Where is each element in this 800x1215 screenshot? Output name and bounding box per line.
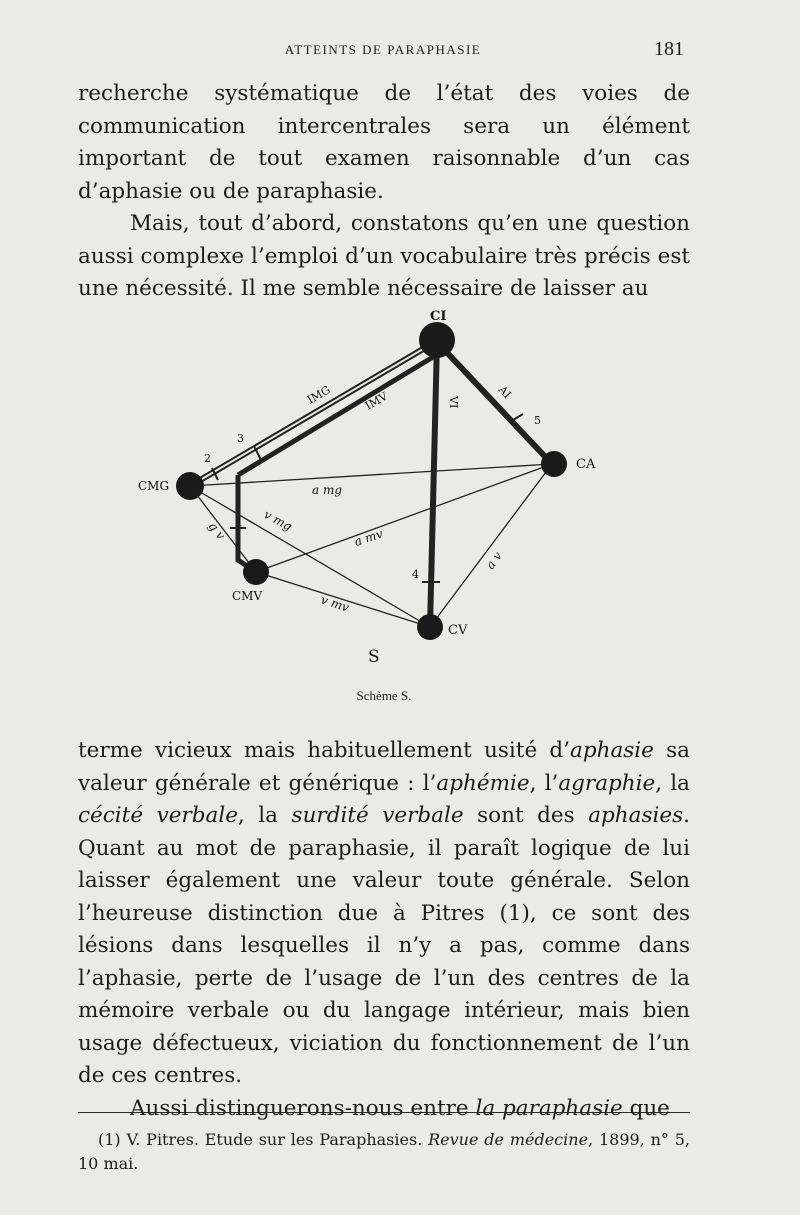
running-title: ATTEINTS DE PARAPHASIE (284, 42, 482, 57)
label-imv: IMV (363, 389, 390, 413)
italic-aphasies: aphasies (588, 803, 684, 828)
text-run: , la (237, 803, 292, 828)
label-amg: a mg (312, 483, 343, 497)
text-run: que (622, 1095, 670, 1121)
text-run: sa valeur générale et générique : l’ (78, 738, 690, 796)
text-run: terme vicieux mais habituellement usité d’ (78, 738, 571, 763)
edge-amg (190, 464, 552, 486)
italic-aphemie: aphémie (436, 770, 530, 796)
edge-imv (238, 354, 438, 475)
footnote-text: (1) V. Pitres. Etude sur les Paraphasies. (98, 1130, 429, 1149)
label-gv: g v (205, 519, 228, 543)
number-3: 3 (237, 432, 244, 445)
edge-amv (256, 464, 552, 572)
italic-aphasie: aphasie (570, 738, 654, 763)
text-run: Aussi distinguerons-nous entre (130, 1095, 476, 1121)
page-header (78, 38, 688, 62)
label-cmv: CMV (232, 589, 263, 603)
edge-vi (430, 342, 437, 627)
label-cv: CV (448, 623, 468, 638)
label-vi: VI (447, 396, 460, 409)
top-text (78, 78, 690, 306)
italic-surdite: surdité verbale (291, 803, 464, 828)
paragraph-continuation: recherche systématique de l’état des voies de communication intercentrales sera un élément important de tout examen raisonnable d’un cas d’aphasie ou de paraphasie. (78, 81, 690, 204)
text-run: , l’ (529, 770, 559, 796)
text-run: sont des (463, 803, 589, 828)
edge-av (430, 464, 552, 627)
label-vmv: v mv (319, 592, 351, 615)
paragraph-mais: Mais, tout d’abord, constatons qu’en une question aussi complexe l’emploi d’un vocabulaire très précis est une nécessité. Il me semble nécessaire de laisser au (78, 211, 690, 301)
node-ca (541, 451, 567, 477)
label-s: S (368, 647, 380, 667)
label-ai: AI (495, 383, 514, 402)
label-av: a v (483, 549, 505, 572)
node-cmv (243, 559, 269, 585)
footnote (78, 1128, 690, 1176)
text-run: , la (655, 770, 690, 796)
footnote-text-end: , 1899, n° 5, 10 mai. (78, 1130, 691, 1173)
label-amv: a mv (352, 526, 385, 549)
number-2: 2 (204, 452, 211, 465)
label-ci: CI (430, 309, 447, 324)
node-cmg (176, 472, 204, 500)
paragraph-aussi (78, 1093, 690, 1126)
schema-diagram (120, 300, 640, 680)
label-img: IMG (305, 383, 333, 407)
node-cv (417, 614, 443, 640)
footnote-divider (78, 1112, 690, 1113)
page-number: 181 (654, 38, 684, 60)
schema-figure (120, 300, 640, 680)
italic-paraphasie: la paraphasie (475, 1095, 623, 1121)
label-ca: CA (576, 457, 596, 472)
number-5: 5 (534, 414, 541, 427)
label-cmg: CMG (138, 479, 170, 493)
edge-vmg (190, 486, 430, 627)
paragraph-terme (78, 735, 690, 1093)
node-ci (419, 322, 455, 358)
text-run: . Quant au mot de paraphasie, il paraît logique de lui laisser également une valeur toute générale. Selon l’heureuse distinction due à Pitres (1), ce sont des lésions dans lesquelles il n’y a pas, comme dans l’aphasie, perte de l’usage de l’un des centres de la mémoire verbale ou du langage intérieur, mais bien usage défectueux, viciation du fonctionnement de l’un de ces centres. (78, 803, 690, 1088)
label-vmg: v mg (261, 507, 295, 534)
number-1: 1 (236, 516, 243, 529)
figure-caption: Schème S. (356, 688, 412, 703)
italic-agraphie: agraphie (558, 770, 656, 796)
bottom-text (78, 735, 690, 1125)
footnote-journal: Revue de médecine (428, 1130, 589, 1149)
italic-cecite: cécité verbale (78, 803, 238, 828)
number-4: 4 (412, 568, 419, 581)
